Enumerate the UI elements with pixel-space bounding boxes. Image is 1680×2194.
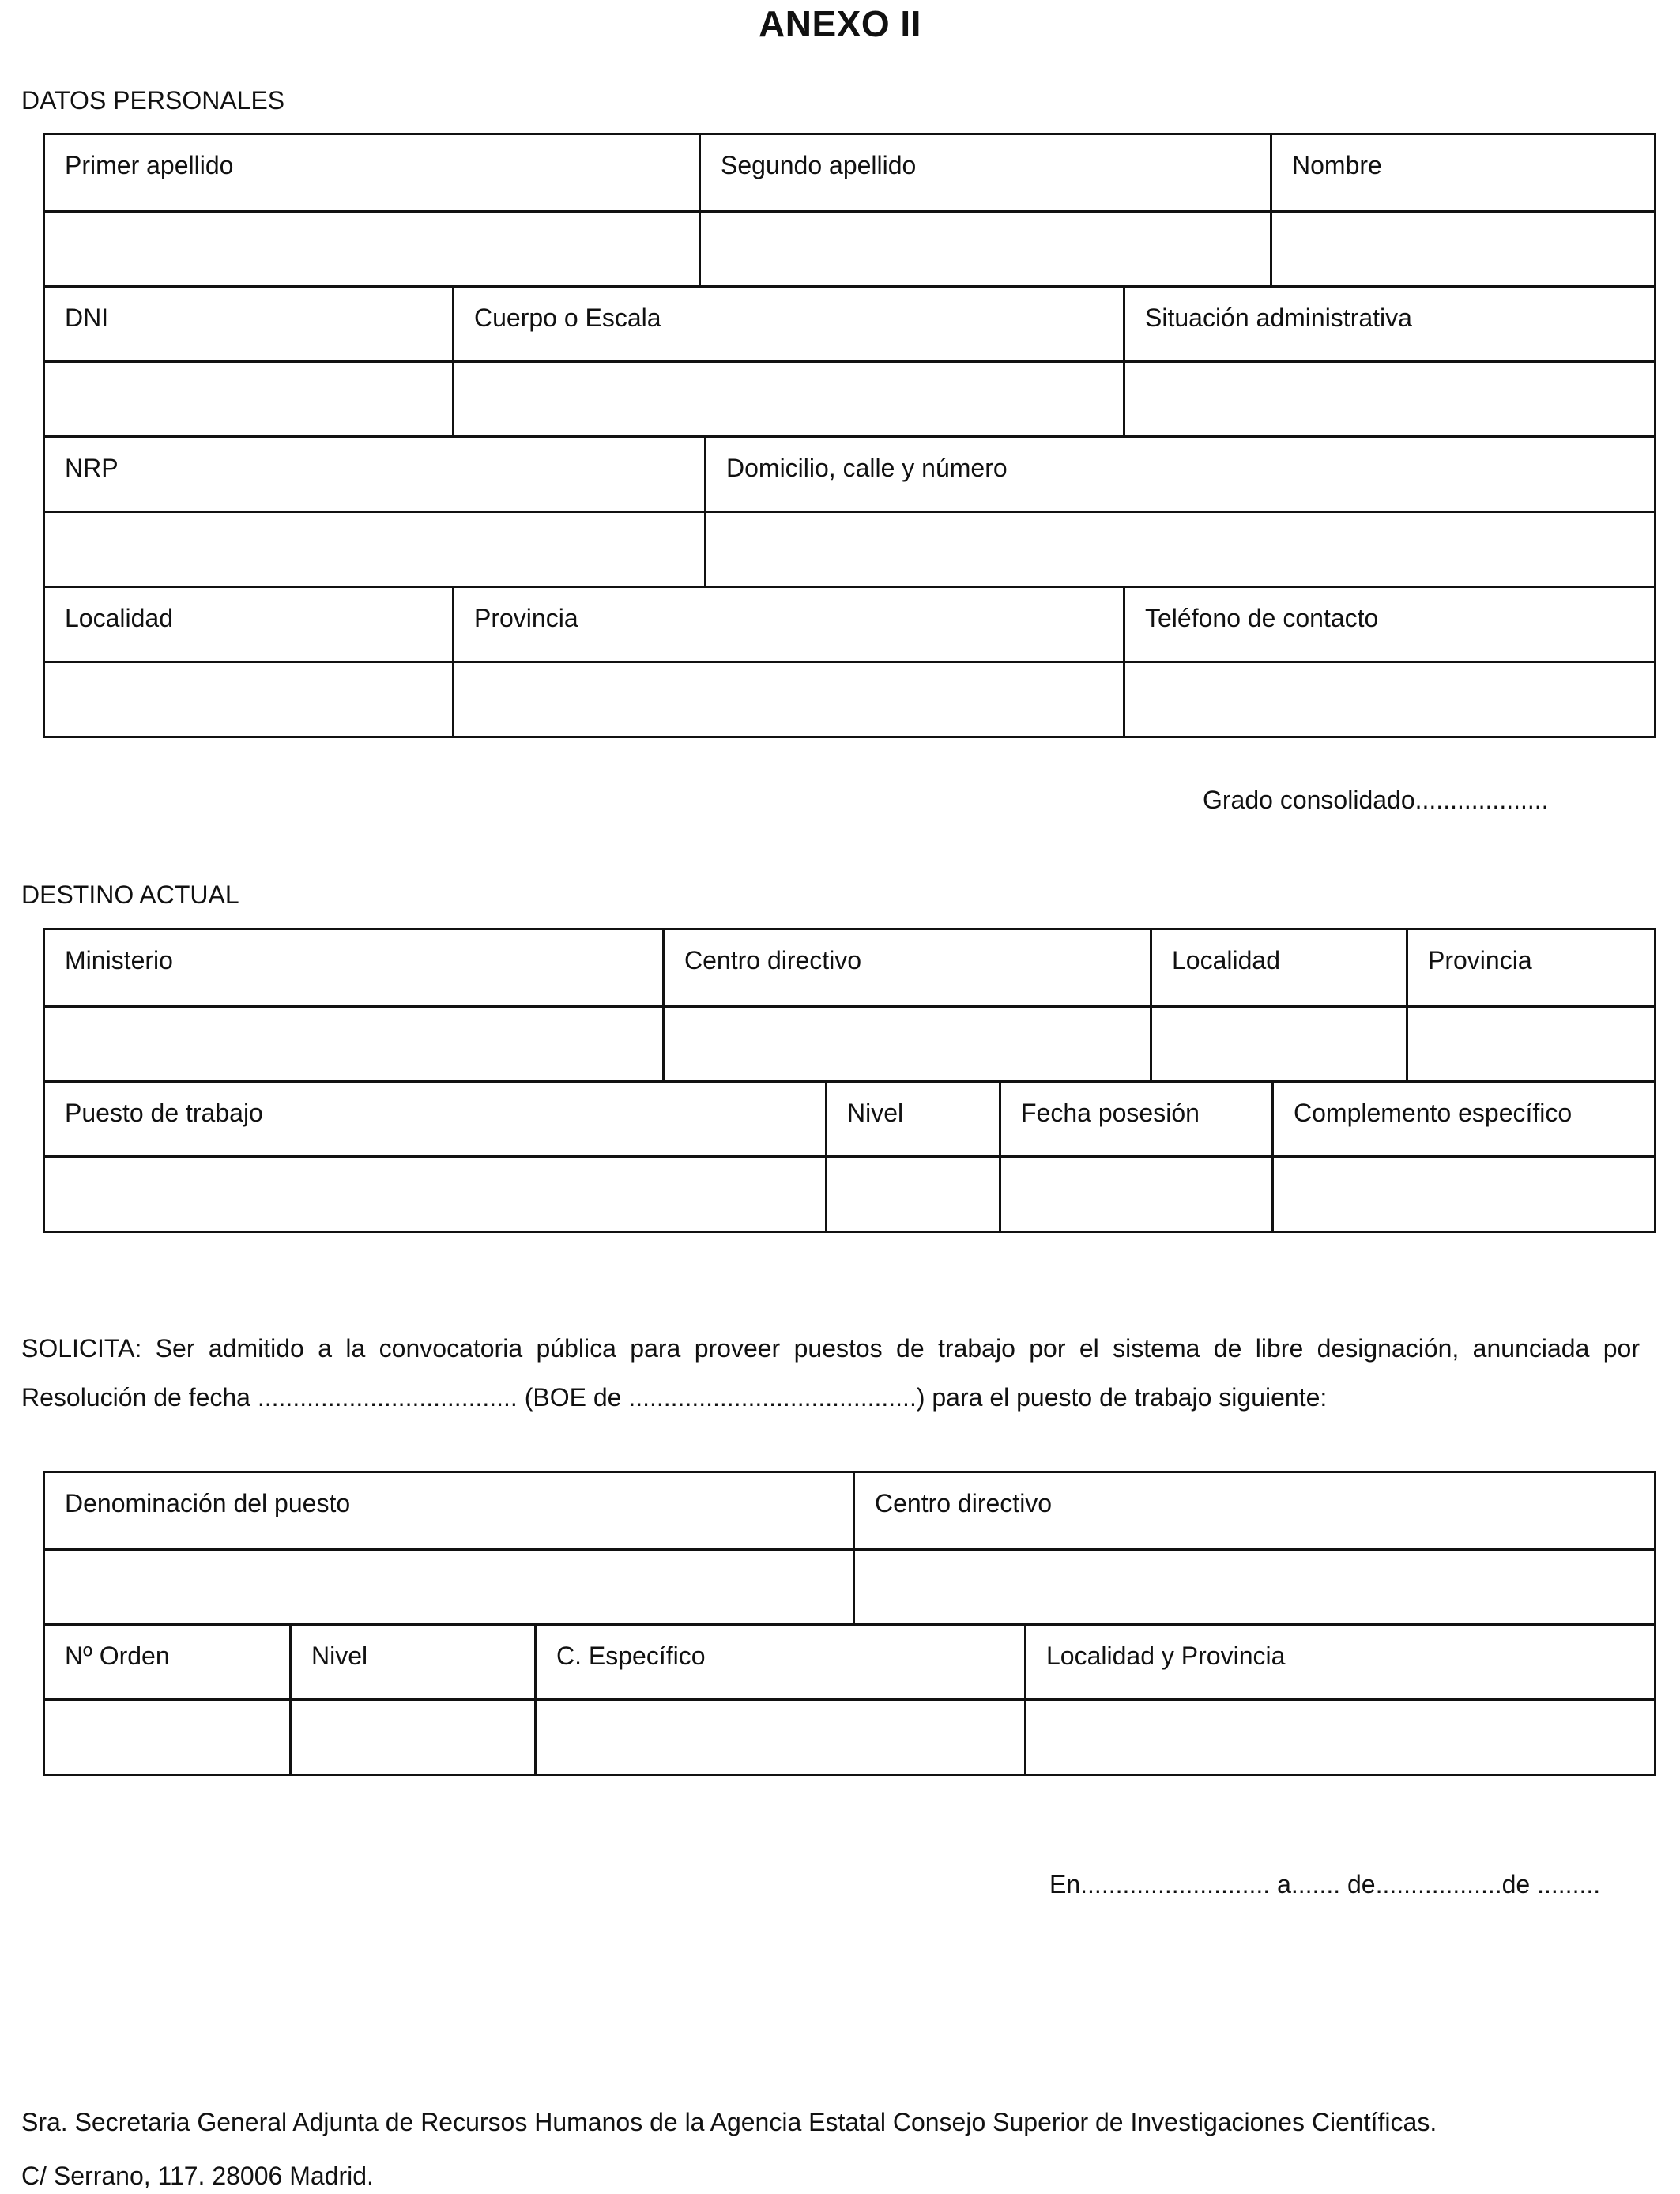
destino-actual-table	[43, 928, 1656, 1233]
label-nivel: Nivel	[289, 1626, 534, 1698]
label-provincia: Provincia	[1406, 930, 1654, 1005]
field-fecha-posesion[interactable]	[999, 1158, 1271, 1231]
field-cuerpo-escala[interactable]	[452, 363, 1123, 435]
document-title: ANEXO II	[759, 3, 921, 44]
label-puesto-trabajo: Puesto de trabajo	[65, 1099, 263, 1127]
table-row	[45, 285, 1654, 360]
label-denominacion-puesto: Denominación del puesto	[65, 1489, 351, 1517]
table-row	[45, 1080, 1654, 1155]
label-nrp: NRP	[65, 454, 119, 482]
label-centro-directivo: Centro directivo	[662, 930, 1150, 1005]
table-row	[45, 661, 1654, 736]
grado-consolidado: Grado consolidado...................	[1203, 786, 1549, 814]
label-situacion-administrativa: Situación administrativa	[1123, 288, 1654, 360]
table-row	[45, 586, 1654, 661]
label-fecha-posesion: Fecha posesión	[999, 1083, 1271, 1155]
table-row	[45, 1698, 1654, 1774]
label-cuerpo-escala: Cuerpo o Escala	[452, 288, 1123, 360]
field-numero-orden[interactable]	[45, 1701, 289, 1774]
table-row	[45, 1473, 1654, 1548]
label-nivel: Nivel	[825, 1083, 999, 1155]
puesto-solicitado-table	[43, 1471, 1656, 1776]
table-row	[45, 1005, 1654, 1080]
table-row	[45, 1155, 1654, 1231]
label-domicilio: Domicilio, calle y número	[704, 438, 1654, 511]
destino-actual-heading: DESTINO ACTUAL	[21, 880, 239, 909]
table-row	[45, 360, 1654, 435]
label-segundo-apellido: Segundo apellido	[699, 135, 1270, 210]
field-centro-directivo[interactable]	[662, 1008, 1150, 1080]
destinatario: Sra. Secretaria General Adjunta de Recursos Humanos de la Agencia Estatal Consejo Superior de Investigaciones Científicas.	[21, 2108, 1437, 2136]
label-localidad: Localidad	[65, 604, 173, 632]
field-telefono-contacto[interactable]	[1123, 663, 1654, 736]
field-provincia[interactable]	[1406, 1008, 1654, 1080]
field-primer-apellido[interactable]	[45, 213, 699, 285]
fecha-lugar-line: En........................... a....... de..................de .........	[1049, 1870, 1601, 1898]
table-row	[45, 435, 1654, 511]
label-provincia: Provincia	[452, 588, 1123, 661]
field-nivel[interactable]	[825, 1158, 999, 1231]
direccion: C/ Serrano, 117. 28006 Madrid.	[21, 2162, 374, 2190]
table-row	[45, 1548, 1654, 1623]
label-nombre: Nombre	[1270, 135, 1654, 210]
field-localidad-provincia[interactable]	[1024, 1701, 1654, 1774]
field-centro-directivo[interactable]	[853, 1551, 1654, 1623]
label-complemento-especifico: Complemento específico	[1271, 1083, 1654, 1155]
field-ministerio[interactable]	[45, 1008, 662, 1080]
label-primer-apellido: Primer apellido	[65, 151, 234, 179]
table-row	[45, 210, 1654, 285]
datos-personales-heading: DATOS PERSONALES	[21, 86, 285, 115]
label-c-especifico: C. Específico	[534, 1626, 1024, 1698]
field-dni[interactable]	[45, 363, 452, 435]
field-nivel[interactable]	[289, 1701, 534, 1774]
field-provincia[interactable]	[452, 663, 1123, 736]
label-localidad: Localidad	[1150, 930, 1406, 1005]
field-situacion-administrativa[interactable]	[1123, 363, 1654, 435]
solicita-paragraph: SOLICITA: Ser admitido a la convocatoria pública para proveer puestos de trabajo por el sistema de libre designación, anunciada por Resolución de fecha ..................................... (BOE de .........................................) para el puesto de trabajo siguiente:	[21, 1334, 1640, 1412]
field-domicilio[interactable]	[704, 513, 1654, 586]
field-nombre[interactable]	[1270, 213, 1654, 285]
table-row	[45, 135, 1654, 210]
table-row	[45, 1623, 1654, 1698]
label-centro-directivo: Centro directivo	[853, 1473, 1654, 1548]
label-telefono-contacto: Teléfono de contacto	[1123, 588, 1654, 661]
field-localidad[interactable]	[45, 663, 452, 736]
datos-personales-table	[43, 133, 1656, 738]
field-denominacion-puesto[interactable]	[45, 1551, 853, 1623]
field-complemento-especifico[interactable]	[1271, 1158, 1654, 1231]
table-row	[45, 511, 1654, 586]
field-segundo-apellido[interactable]	[699, 213, 1270, 285]
field-localidad[interactable]	[1150, 1008, 1406, 1080]
label-ministerio: Ministerio	[65, 946, 173, 974]
field-nrp[interactable]	[45, 513, 704, 586]
field-c-especifico[interactable]	[534, 1701, 1024, 1774]
label-dni: DNI	[65, 303, 109, 332]
table-row	[45, 930, 1654, 1005]
field-puesto-trabajo[interactable]	[45, 1158, 825, 1231]
label-localidad-provincia: Localidad y Provincia	[1024, 1626, 1654, 1698]
label-numero-orden: Nº Orden	[65, 1642, 170, 1670]
